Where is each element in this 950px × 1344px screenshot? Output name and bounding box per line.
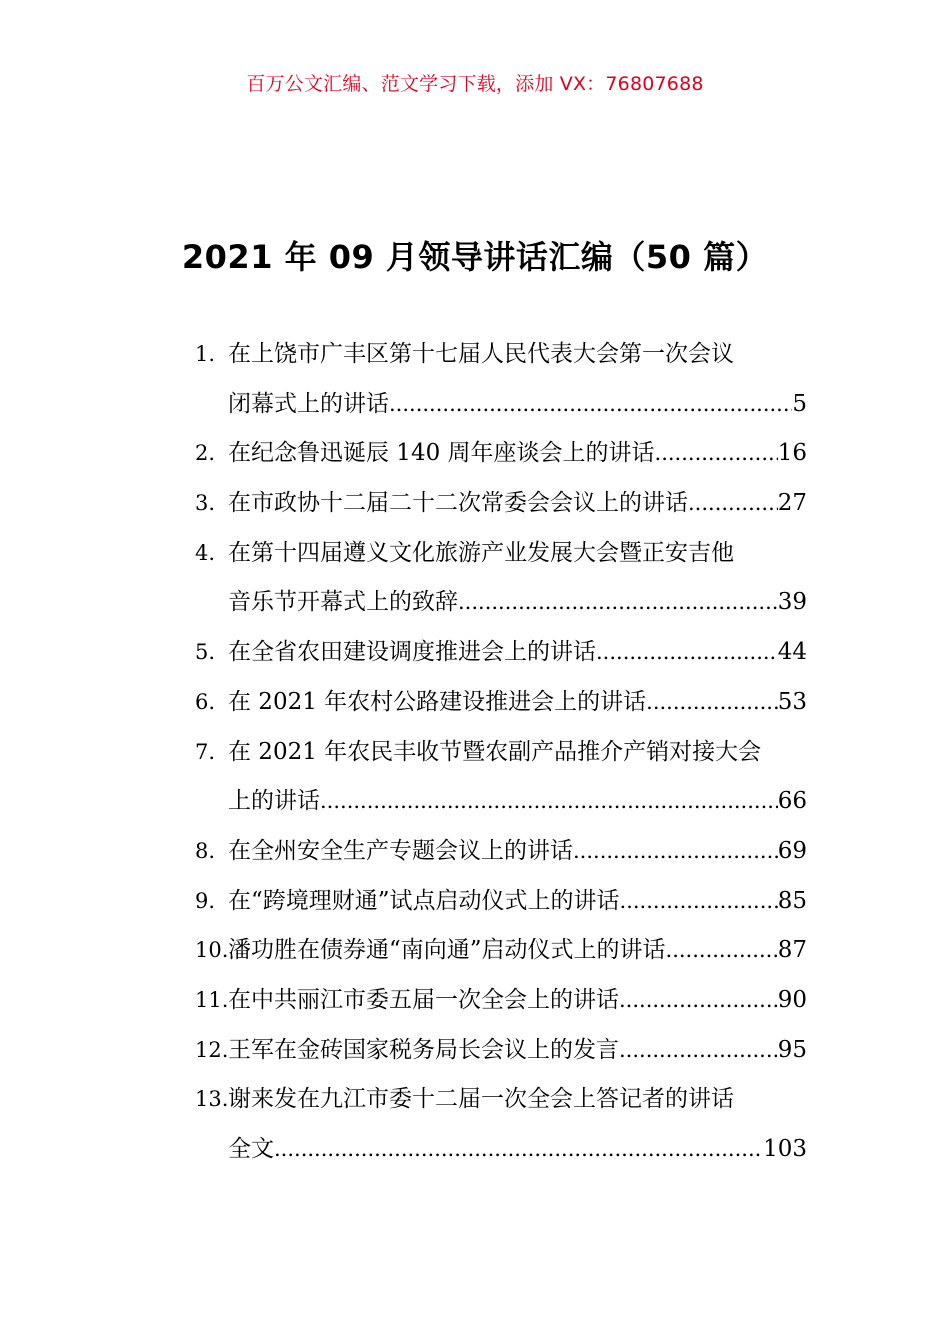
toc-number: 1. [195, 342, 216, 366]
toc-leader-dots [646, 678, 778, 728]
toc-page-number: 16 [777, 440, 807, 467]
toc-line [195, 926, 807, 976]
toc-page-number: 85 [777, 887, 807, 914]
toc-title: 谢来发在九江市委十二届一次全会上答记者的讲话 [228, 1086, 734, 1113]
toc-entry[interactable] [195, 429, 807, 479]
toc-line [195, 330, 807, 380]
toc-page-number: 87 [777, 937, 807, 964]
toc-line [195, 578, 807, 628]
toc-title: 王军在金砖国家税务局长会议上的发言 [228, 1036, 619, 1063]
toc-leader-dots [573, 827, 778, 877]
toc-entry[interactable] [195, 529, 807, 628]
toc-leader-dots [320, 777, 778, 827]
toc-leader-dots [688, 479, 778, 529]
header-note: 百万公文汇编、范文学习下载，添加 VX：76807688 [246, 73, 704, 95]
toc-entry[interactable] [195, 827, 807, 877]
toc-line [195, 429, 807, 479]
table-of-contents [195, 330, 807, 1175]
toc-title: 在市政协十二届二十二次常委会会议上的讲话 [228, 490, 688, 517]
toc-title: 闭幕式上的讲话 [228, 390, 389, 417]
toc-line [195, 1026, 807, 1076]
toc-title: 在 2021 年农村公路建设推进会上的讲话 [228, 688, 647, 715]
toc-leader-dots [620, 877, 778, 927]
toc-entry[interactable] [195, 976, 807, 1026]
toc-entry[interactable] [195, 678, 807, 728]
toc-line [195, 529, 807, 579]
toc-entry[interactable] [195, 1026, 807, 1076]
document-title: 2021 年 09 月领导讲话汇编（50 篇） [181, 238, 769, 276]
toc-title: 潘功胜在债券通“南向通”启动仪式上的讲话 [228, 937, 666, 964]
toc-entry[interactable] [195, 330, 807, 429]
toc-line [195, 777, 807, 827]
toc-entry[interactable] [195, 728, 807, 827]
toc-leader-dots [619, 976, 778, 1026]
toc-title: 全文 [228, 1136, 274, 1162]
toc-title: 在纪念鲁迅诞辰 140 周年座谈会上的讲话 [228, 440, 655, 467]
toc-line [195, 1075, 807, 1125]
toc-title: 在上饶市广丰区第十七届人民代表大会第一次会议 [228, 341, 734, 367]
toc-title: 在“跨境理财通”试点启动仪式上的讲话 [228, 887, 620, 914]
toc-leader-dots [619, 1026, 778, 1076]
toc-page-number: 69 [777, 837, 807, 864]
toc-leader-dots [389, 380, 792, 430]
toc-number: 7. [195, 739, 216, 764]
toc-page-number: 27 [777, 490, 807, 517]
toc-title: 在第十四届遵义文化旅游产业发展大会暨正安吉他 [228, 539, 734, 566]
toc-number: 13. [195, 1087, 229, 1112]
toc-number: 3. [195, 491, 216, 516]
toc-leader-dots [274, 1125, 763, 1175]
toc-page-number: 44 [777, 639, 807, 666]
toc-entry[interactable] [195, 877, 807, 927]
toc-title: 在中共丽江市委五届一次全会上的讲话 [228, 986, 619, 1013]
toc-title: 音乐节开幕式上的致辞 [228, 589, 458, 616]
toc-line [195, 628, 807, 678]
toc-number: 8. [195, 838, 216, 863]
toc-page-number: 103 [763, 1136, 807, 1162]
toc-number: 4. [195, 540, 216, 565]
toc-number: 10. [195, 938, 229, 963]
toc-leader-dots [666, 926, 778, 976]
toc-number: 9. [195, 888, 216, 913]
toc-entry[interactable] [195, 479, 807, 529]
toc-title: 在 2021 年农民丰收节暨农副产品推介产销对接大会 [228, 738, 762, 765]
toc-number: 5. [195, 640, 216, 665]
toc-page-number: 95 [777, 1036, 807, 1063]
toc-page-number: 53 [777, 688, 807, 715]
toc-title: 在全省农田建设调度推进会上的讲话 [228, 639, 596, 666]
toc-entry[interactable] [195, 628, 807, 678]
toc-line [195, 1125, 807, 1175]
toc-line [195, 728, 807, 778]
toc-leader-dots [458, 578, 778, 628]
toc-line [195, 479, 807, 529]
toc-entry[interactable] [195, 926, 807, 976]
toc-number: 11. [195, 987, 229, 1012]
toc-page-number: 39 [777, 589, 807, 616]
toc-number: 6. [195, 689, 216, 714]
toc-number: 12. [195, 1037, 229, 1062]
toc-page-number: 66 [777, 788, 807, 815]
toc-line [195, 877, 807, 927]
toc-line [195, 827, 807, 877]
toc-leader-dots [655, 429, 778, 479]
toc-title: 在全州安全生产专题会议上的讲话 [228, 837, 573, 864]
toc-page-number: 5 [792, 390, 807, 417]
toc-leader-dots [596, 628, 778, 678]
toc-entry[interactable] [195, 1075, 807, 1174]
toc-line [195, 380, 807, 430]
toc-title: 上的讲话 [228, 788, 320, 815]
toc-page-number: 90 [777, 986, 807, 1013]
toc-number: 2. [195, 441, 216, 466]
toc-line [195, 976, 807, 1026]
toc-line [195, 678, 807, 728]
